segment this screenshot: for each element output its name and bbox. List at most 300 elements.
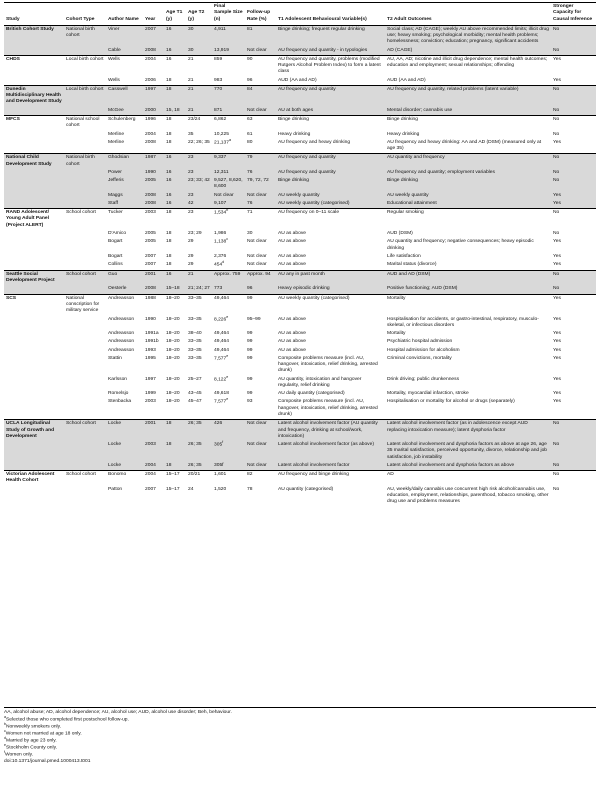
- table-cell: Local birth cohort: [64, 55, 106, 76]
- table-cell: No: [551, 115, 596, 130]
- table-cell: No: [553, 486, 560, 492]
- table-cell: [4, 47, 64, 56]
- cell-value: 8,226: [214, 317, 227, 323]
- table-cell: [64, 486, 106, 507]
- table-cell: 18: [166, 77, 172, 83]
- table-cell: [212, 238, 245, 253]
- table-cell: 2001: [143, 420, 164, 441]
- table-cell: 96: [245, 285, 276, 294]
- table-cell: Not clear: [247, 239, 267, 245]
- column-header: Year: [143, 3, 164, 26]
- table-cell: 2007: [145, 262, 156, 268]
- footnote-marker: b: [4, 721, 6, 726]
- column-header: Author Name: [106, 3, 143, 26]
- table-cell: No: [551, 177, 596, 192]
- table-cell: [212, 261, 245, 270]
- table-cell: 30: [186, 47, 212, 56]
- table-cell: Bogart: [108, 239, 123, 245]
- table-cell: 18: [164, 420, 186, 441]
- table-cell: 1993: [145, 347, 156, 353]
- table-cell: 18: [166, 139, 172, 145]
- table-cell: 9,107: [212, 200, 245, 209]
- table-cell: 99: [247, 355, 253, 361]
- table-cell: Wells: [108, 77, 120, 83]
- table-cell: 16: [164, 154, 186, 169]
- table-cell: Hospitalisation for accidents, or gastro-intestinal, respiratory, musculo-skeletal, or infectious disorders: [387, 316, 539, 328]
- table-footnotes: [4, 707, 596, 766]
- table-cell: AU frequency and quantity, problems (modified Rutgers Alcohol Problem Index) to form a latent class: [276, 55, 385, 76]
- table-row: [4, 131, 596, 139]
- table-cell: Mortality: [385, 294, 551, 315]
- table-cell: 23: [186, 154, 212, 169]
- table-cell: 16: [164, 169, 186, 177]
- table-cell: Latent alcohol involvement and dysphoria factors as above at age 26, age 35 marital satisfaction, perceived opportunity, divorce, relationship and job satisfaction, job instability: [385, 441, 551, 462]
- footnote: [4, 728, 596, 738]
- table-cell: Not clear: [247, 262, 267, 268]
- table-cell: 18: [166, 262, 172, 268]
- table-row: [4, 376, 596, 391]
- table-cell: No: [551, 154, 596, 169]
- table-cell: [64, 107, 106, 116]
- table-row: [4, 230, 596, 238]
- table-cell: Andreasson: [108, 347, 135, 353]
- column-header: T2 Adult Outcomes: [385, 3, 551, 26]
- table-cell: 2004: [145, 131, 156, 137]
- table-cell: 1990: [143, 169, 164, 177]
- table-cell: [212, 355, 245, 376]
- table-cell: AU any in past month: [276, 270, 385, 285]
- table-cell: 15, 18: [164, 107, 186, 116]
- study-table: [4, 2, 596, 506]
- table-cell: 99: [247, 376, 253, 382]
- table-cell: Merline: [108, 139, 125, 145]
- table-cell: 16: [164, 47, 186, 56]
- table-row: [4, 77, 596, 86]
- table-cell: 84: [245, 85, 276, 106]
- table-cell: Stattin: [108, 355, 122, 361]
- table-cell: 33–35: [188, 339, 202, 345]
- table-row: [4, 441, 596, 462]
- table-cell: [64, 238, 106, 253]
- table-cell: Dunedin Multidisciplinary Health and Development Study: [4, 85, 64, 106]
- table-cell: AU as above: [278, 230, 307, 236]
- table-cell: AU, weekly/daily cannabis use concurrent high risk alcohol/cannabis use, education, employment, relationships, parenthood, tobacco smoking, other drug use and problems measures: [387, 486, 549, 505]
- table-cell: 18–20: [166, 376, 180, 382]
- table-cell: 10,225: [214, 131, 229, 137]
- footnote-marker: a: [4, 714, 6, 719]
- table-cell: AU frequency and quantity; employment variables: [385, 169, 551, 177]
- table-cell: 12,311: [212, 169, 245, 177]
- table-cell: 80: [247, 139, 253, 145]
- footnote-text: Stockholm County only.: [6, 745, 58, 751]
- table-cell: 770: [212, 85, 245, 106]
- table-cell: AU weekly quantity (categorised): [276, 200, 385, 209]
- table-cell: [64, 355, 106, 376]
- table-cell: 21: [186, 85, 212, 106]
- table-cell: 45–47: [188, 399, 202, 405]
- table-cell: No: [551, 462, 596, 471]
- table-cell: National school cohort: [64, 115, 106, 130]
- table-cell: Locke: [106, 420, 143, 441]
- table-row: [4, 316, 596, 331]
- table-cell: 29: [188, 262, 194, 268]
- table-cell: 30: [247, 230, 253, 236]
- table-cell: 33–35: [186, 294, 212, 315]
- table-cell: AU quantity and frequency; negative consequences; heavy episodic drinking: [387, 239, 534, 251]
- table-cell: [4, 462, 64, 471]
- table-cell: 2004: [143, 462, 164, 471]
- table-cell: AU quantity, intoxication and hangover regularity, relief drinking: [278, 376, 362, 388]
- table-cell: 1988: [143, 294, 164, 315]
- table-cell: 23: [186, 192, 212, 200]
- table-cell: 23: [186, 209, 212, 230]
- table-cell: AU as above: [278, 239, 307, 245]
- table-cell: School cohort: [64, 420, 106, 441]
- table-cell: 9,337: [212, 154, 245, 169]
- table-cell: 26; 35: [186, 420, 212, 441]
- table-cell: 23/24: [186, 115, 212, 130]
- table-row: [4, 347, 596, 355]
- footnote: [4, 714, 596, 724]
- table-cell: 79, 72, 72: [245, 177, 276, 192]
- table-cell: 99: [247, 339, 253, 345]
- table-cell: AD (CAGE): [385, 47, 551, 56]
- table-cell: SCS: [4, 294, 64, 315]
- table-cell: AU frequency and quantity: [276, 154, 385, 169]
- table-cell: 49,464: [212, 294, 245, 315]
- table-cell: AU as above: [278, 262, 307, 268]
- table-cell: 18–20: [166, 316, 180, 322]
- table-cell: MFCS: [4, 115, 64, 130]
- table-row: [4, 238, 596, 253]
- table-row: [4, 25, 596, 46]
- table-cell: [4, 192, 64, 200]
- table-cell: 21: [186, 107, 212, 116]
- table-cell: UCLA Longitudinal Study of Growth and Development: [4, 420, 64, 441]
- table-cell: British Cohort Study: [4, 25, 64, 46]
- table-cell: Educational attainment: [385, 200, 551, 209]
- table-cell: Binge drinking: [276, 115, 385, 130]
- table-row: [4, 261, 596, 270]
- table-cell: No: [551, 471, 596, 486]
- table-cell: AU as above: [278, 316, 307, 322]
- table-cell: Local birth cohort: [64, 85, 106, 106]
- table-cell: Latent alcohol involvement factor: [276, 462, 385, 471]
- table-cell: 18: [166, 131, 172, 137]
- table-cell: No: [551, 420, 596, 441]
- table-cell: 1,601: [212, 471, 245, 486]
- table-cell: [64, 338, 106, 346]
- table-cell: 1990: [145, 316, 156, 322]
- table-cell: 2005: [143, 177, 164, 192]
- table-cell: No: [551, 47, 596, 56]
- table-cell: [4, 200, 64, 209]
- table-row: [4, 338, 596, 346]
- table-cell: 2008: [145, 139, 156, 145]
- table-cell: No: [553, 131, 560, 137]
- table-cell: [4, 285, 64, 294]
- table-cell: 38–40: [188, 331, 202, 337]
- table-cell: AU quantity and frequency: [385, 154, 551, 169]
- table-cell: 18: [166, 230, 172, 236]
- table-cell: AU as above: [278, 331, 307, 337]
- table-row: [4, 47, 596, 56]
- table-cell: 16: [164, 55, 186, 76]
- column-header: Age T1 (y): [164, 3, 186, 26]
- table-cell: 16: [164, 25, 186, 46]
- table-row: [4, 285, 596, 294]
- table-cell: Social class; AD (CAGE); weekly AU above recommended limits; illicit drug use; heavy smoking; psychological morbidity; mental health problems; homelessness; conviction; education; pregnancy, significant accidents: [385, 25, 551, 46]
- table-cell: 26; 35: [186, 462, 212, 471]
- table-cell: 1,986: [214, 230, 227, 236]
- table-cell: 859: [212, 55, 245, 76]
- table-cell: 16: [164, 200, 186, 209]
- table-cell: Life satisfaction: [387, 253, 421, 259]
- table-body: [4, 25, 596, 506]
- table-cell: Yes: [551, 294, 596, 315]
- table-cell: Heavy drinking: [387, 131, 420, 137]
- table-cell: [4, 230, 64, 238]
- table-cell: 63: [245, 115, 276, 130]
- footnote-marker: e: [226, 314, 229, 319]
- table-row: [4, 169, 596, 177]
- table-cell: [64, 347, 106, 355]
- table-cell: AU as above: [278, 339, 307, 345]
- table-cell: [4, 330, 64, 338]
- table-cell: Yes: [553, 355, 561, 361]
- table-cell: 24: [188, 486, 194, 492]
- table-cell: [64, 77, 106, 86]
- table-cell: [4, 390, 64, 398]
- table-cell: Not clear: [245, 47, 276, 56]
- footnote-marker: e: [226, 353, 229, 358]
- table-row: [4, 115, 596, 130]
- table-cell: Bogart: [108, 253, 123, 259]
- table-cell: Casswell: [106, 85, 143, 106]
- table-row: [4, 200, 596, 209]
- column-header: Study: [4, 3, 64, 26]
- table-cell: Not clear: [245, 107, 276, 116]
- table-row: [4, 85, 596, 106]
- table-cell: Criminal convictions, mortality: [387, 355, 452, 361]
- table-cell: 15–17: [166, 486, 180, 492]
- table-cell: Stenbacka: [108, 399, 132, 405]
- table-cell: 2008: [143, 192, 164, 200]
- footnote-text: Married by age 23 only.: [6, 738, 57, 744]
- table-cell: 16: [164, 192, 186, 200]
- table-cell: AUD (DSM): [387, 230, 413, 236]
- table-cell: 18: [164, 115, 186, 130]
- table-row: [4, 154, 596, 169]
- table-cell: [4, 107, 64, 116]
- table-cell: No: [551, 285, 596, 294]
- table-cell: Victorian Adolescent Health Cohort: [4, 471, 64, 486]
- footnote: [4, 752, 596, 759]
- table-cell: 2003: [145, 399, 156, 405]
- table-cell: 2007: [143, 25, 164, 46]
- table-cell: 78: [247, 486, 253, 492]
- table-cell: 1997: [143, 85, 164, 106]
- table-cell: [4, 338, 64, 346]
- table-cell: 773: [212, 285, 245, 294]
- table-cell: [212, 209, 245, 230]
- table-cell: AU frequency and quantity: [276, 169, 385, 177]
- table-cell: 1991a: [145, 331, 159, 337]
- table-cell: 99: [247, 347, 253, 353]
- table-cell: 18: [164, 85, 186, 106]
- table-cell: 426: [212, 420, 245, 441]
- table-cell: 1995: [145, 355, 156, 361]
- table-cell: [64, 47, 106, 56]
- table-cell: 18–20: [166, 331, 180, 337]
- table-cell: 18–20: [166, 391, 180, 397]
- cell-value: 1,534: [214, 210, 227, 216]
- table-cell: 23; 33; 42: [186, 177, 212, 192]
- table-cell: Yes: [553, 77, 561, 83]
- table-cell: AU, AA, AD; nicotine and illicit drug dependence; mental health outcomes; education and employment; sexual relationships; offending: [385, 55, 551, 76]
- table-cell: 18: [164, 441, 186, 462]
- table-cell: 2008: [143, 200, 164, 209]
- table-cell: AU frequency and quantity - in typologies: [276, 47, 385, 56]
- footnote-marker: d: [4, 735, 6, 740]
- table-cell: Mental disorder; cannabis use: [385, 107, 551, 116]
- table-cell: Drink driving; public drunkenness: [387, 376, 460, 382]
- table-row: [4, 420, 596, 441]
- table-cell: [64, 177, 106, 192]
- footnote-marker: e: [226, 374, 229, 379]
- table-cell: 79: [245, 154, 276, 169]
- column-header: T1 Adolescent Behavioural Variable(s): [276, 3, 385, 26]
- table-cell: 93: [247, 399, 253, 405]
- table-cell: Jefferis: [106, 177, 143, 192]
- table-cell: Hospitalisation or mortality for alcohol or drugs (separately): [387, 399, 515, 405]
- table-cell: No: [551, 25, 596, 46]
- table-cell: [212, 398, 245, 419]
- footnote-marker: f: [222, 440, 224, 445]
- table-cell: 1,520: [214, 486, 227, 492]
- table-cell: [64, 200, 106, 209]
- table-cell: [4, 316, 64, 331]
- table-cell: 18: [166, 253, 172, 259]
- table-cell: 871: [212, 107, 245, 116]
- table-cell: 2008: [143, 285, 164, 294]
- table-cell: 95–99: [247, 316, 261, 322]
- cell-value: 8,122: [214, 377, 227, 383]
- table-cell: Andreasson: [106, 294, 143, 315]
- table-cell: AU frequency and binge drinking: [276, 471, 385, 486]
- table-cell: Romelsjo: [108, 391, 129, 397]
- table-cell: 2,376: [214, 253, 227, 259]
- table-cell: [212, 376, 245, 391]
- table-cell: 18: [164, 462, 186, 471]
- table-cell: [4, 169, 64, 177]
- table-cell: AUD (AA and AD): [278, 77, 317, 83]
- footnote-marker: e: [226, 397, 229, 402]
- table-row: [4, 462, 596, 471]
- table-cell: Ghodsian: [106, 154, 143, 169]
- table-row: [4, 177, 596, 192]
- table-cell: [4, 131, 64, 139]
- table-cell: 42: [186, 200, 212, 209]
- table-cell: 99: [247, 331, 253, 337]
- footnote: AA, alcohol abuse; AD, alcohol dependence; AU, alcohol use; AUD, alcohol use disorder; Beh, behaviour.: [4, 710, 232, 715]
- table-cell: 33–35: [188, 347, 202, 353]
- table-cell: 21: [188, 77, 194, 83]
- table-row: [4, 253, 596, 261]
- table-cell: Yes: [553, 253, 561, 259]
- table-cell: 2006: [145, 77, 156, 83]
- table-cell: Yes: [551, 200, 596, 209]
- table-cell: [64, 441, 106, 462]
- table-cell: 2005: [145, 230, 156, 236]
- table-cell: Not clear: [245, 192, 276, 200]
- table-cell: Composite problems measure (incl. AU, hangover, intoxication, relief drinking, arrested drunk): [278, 355, 378, 374]
- table-cell: AUD (AA and AD): [387, 77, 426, 83]
- table-cell: 82: [245, 471, 276, 486]
- table-cell: Schulenberg: [106, 115, 143, 130]
- table-cell: Karlsson: [108, 376, 128, 382]
- cell-value: 21,137: [214, 140, 229, 146]
- footnote: [4, 721, 596, 731]
- table-row: [4, 192, 596, 200]
- table-cell: [64, 139, 106, 154]
- cell-value: 1,138: [214, 239, 227, 245]
- table-cell: National Child Development Study: [4, 154, 64, 169]
- table-cell: Tucker: [106, 209, 143, 230]
- table-cell: [64, 131, 106, 139]
- table-cell: [4, 139, 64, 154]
- table-cell: [64, 169, 106, 177]
- table-cell: 22; 26; 35: [188, 139, 210, 145]
- table-cell: Approx. 759: [212, 270, 245, 285]
- table-cell: Marital status (divorce): [387, 262, 437, 268]
- table-row: [4, 486, 596, 507]
- table-cell: AU at both ages: [276, 107, 385, 116]
- table-cell: 18–20: [164, 294, 186, 315]
- table-cell: No: [551, 107, 596, 116]
- table-cell: [212, 441, 245, 462]
- table-cell: Guo: [106, 270, 143, 285]
- footnote-marker: a: [228, 137, 231, 142]
- table-cell: 90: [245, 55, 276, 76]
- table-cell: 20/21: [186, 471, 212, 486]
- table-cell: Yes: [553, 239, 561, 245]
- table-cell: 2008: [143, 47, 164, 56]
- table-cell: Merline: [108, 131, 125, 137]
- table-cell: [64, 376, 106, 391]
- table-cell: CHDS: [4, 55, 64, 76]
- table-cell: AD: [385, 471, 551, 486]
- table-cell: 13,919: [212, 47, 245, 56]
- table-cell: [4, 398, 64, 419]
- table-cell: 21: [186, 55, 212, 76]
- table-cell: McGee: [106, 107, 143, 116]
- table-cell: AU weekly quantity: [385, 192, 551, 200]
- table-cell: Binge drinking; frequent regular drinking: [276, 25, 385, 46]
- footnote-marker: e: [4, 743, 6, 748]
- table-row: [4, 398, 596, 419]
- table-cell: Hospital admission for alcoholism: [387, 347, 460, 353]
- table-row: [4, 390, 596, 398]
- column-header: Final Sample Size (n): [212, 3, 245, 26]
- table-cell: [64, 330, 106, 338]
- table-cell: 305f: [212, 462, 245, 471]
- table-cell: Yes: [553, 339, 561, 345]
- table-cell: Staff: [106, 200, 143, 209]
- table-cell: 1996: [143, 115, 164, 130]
- table-cell: [212, 139, 245, 154]
- table-cell: [4, 238, 64, 253]
